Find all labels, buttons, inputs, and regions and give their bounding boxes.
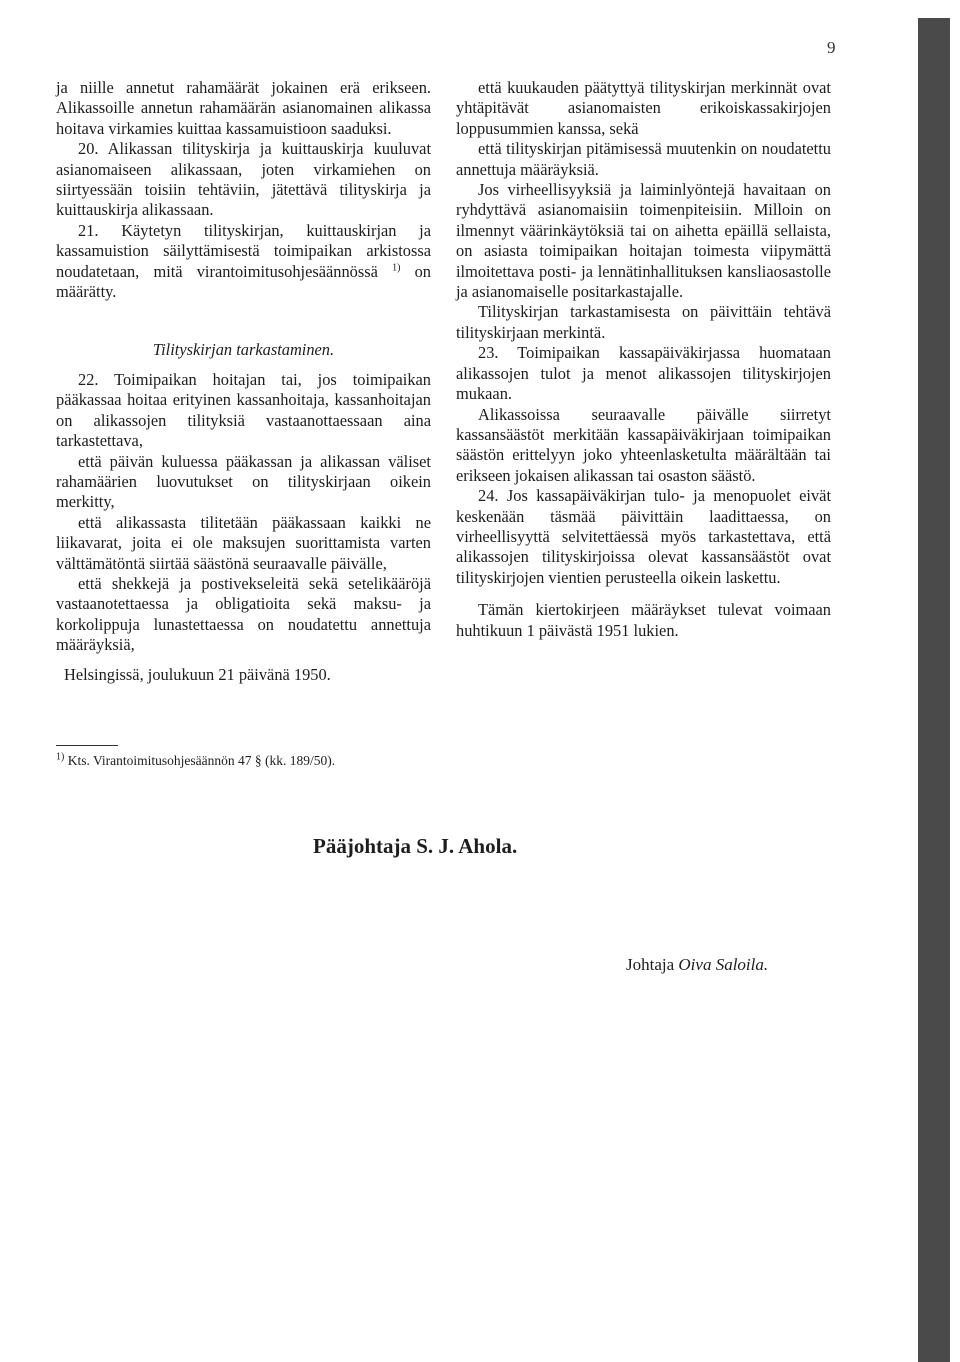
paragraph-22-c: että shekkejä ja postivekseleitä sekä setelikääröjä vastaanotettaessa ja obligatioita sekä maksu- ja korkolippuja lunastettaessa on noudatettu annettuja määräyksiä, xyxy=(56,573,431,655)
signature-name: Oiva Saloila. xyxy=(678,955,769,974)
paragraph-right-1: että kuukauden päätyttyä tilityskirjan merkinnät ovat yhtäpitävät asianomaisten erikoiskassakirjojen loppusummien kanssa, sekä xyxy=(456,78,831,138)
left-column xyxy=(56,78,431,685)
signature-title: Pääjohtaja xyxy=(313,834,411,858)
signature-name: S. J. Ahola. xyxy=(416,834,518,858)
paragraph-21 xyxy=(56,221,431,303)
paragraph-right-5: Alikassoissa seuraavalle päivälle siirretyt kassansäästöt merkitään kassapäiväkirjaan toimipaikan säästön erittelyyn joko yhteenlasketulta määrältään tai erikseen jokaisen alikassan tai osaston säästö. xyxy=(456,404,831,485)
place-and-date: Helsingissä, joulukuun 21 päivänä 1950. xyxy=(64,664,331,684)
paragraph-20: 20. Alikassan tilityskirja ja kuittauskirja kuuluvat asianomaiseen alikassaan, joten virkamiehen on siirtyessään toisiin tehtäviin, jätettävä tilityskirja ja kuittauskirja alikassaan. xyxy=(56,139,431,220)
paragraph-21-text: 21. Käytetyn tilityskirjan, kuittauskirjan ja kassamuistion säilyttämisestä toimipaikan arkistossa noudatetaan, mitä virantoimitusohjesäännössä xyxy=(56,220,431,281)
paragraph-24: 24. Jos kassapäiväkirjan tulo- ja menopuolet eivät keskenään täsmää päivittäin laadittaessa, on virheellisyyttä selvitettäessä myös tarkastettava, että alikassojen tilityskirjoissa olevat kassansäästöt ovat tilityskirjojen vientien perusteella oikein laskettu. xyxy=(456,486,831,587)
paragraph-final: Tämän kiertokirjeen määräykset tulevat voimaan huhtikuun 1 päivästä 1951 lukien. xyxy=(456,600,831,640)
paragraph-right-2: että tilityskirjan pitämisessä muutenkin on noudatettu annettuja määräyksiä. xyxy=(456,139,831,179)
footnote-divider xyxy=(56,745,118,746)
paragraph-intro: ja niille annetut rahamäärät jokainen erä erikseen. Alikassoille annetun rahamäärän asianomainen alikassa hoitava virkamies kuittaa kassamuistioon saaduksi. xyxy=(56,78,431,138)
right-column xyxy=(456,78,831,641)
signature-director xyxy=(626,955,768,975)
footnote-reference: 1) xyxy=(392,262,401,274)
footnote-text: Kts. Virantoimitusohjesäännön 47 § (kk. 189/50). xyxy=(64,753,336,768)
spacer xyxy=(456,588,831,600)
paragraph-22-a: että päivän kuluessa pääkassan ja alikassan väliset rahamäärien luovutukset on tilityskirjaan oikein merkitty, xyxy=(56,451,431,512)
signature-title: Johtaja xyxy=(626,955,675,974)
paragraph-22: 22. Toimipaikan hoitajan tai, jos toimipaikan pääkassaa hoitaa erityinen kassanhoitaja, kassanhoitajan on alikassojen tilityksiä vastaanottaessaan aina tarkastettava, xyxy=(56,369,431,451)
paragraph-23: 23. Toimipaikan kassapäiväkirjassa huomataan alikassojen tulot ja menot alikassojen tilityskirjojen mukaan. xyxy=(456,343,831,404)
page-edge-shadow xyxy=(918,18,950,1362)
paragraph-21-end: on määrätty. xyxy=(56,261,431,302)
footnote xyxy=(56,752,431,770)
signature-director-general xyxy=(313,834,517,859)
section-heading: Tilityskirjan tarkastaminen. xyxy=(152,340,335,360)
paragraph-right-3: Jos virheellisyyksiä ja laiminlyöntejä havaitaan on ryhdyttävä asianomaisiin toimenpiteisiin. Milloin on ilmennyt väärinkäytöksiä tai on aihetta epäillä sellaista, on asiasta toimipaikan hoitajan toimesta viipymättä ilmoitettava posti- ja lennätinhallituksen kansliaosastolle ja asianomaiselle positarkastajalle. xyxy=(456,180,831,302)
footnote-mark: 1) xyxy=(56,751,65,763)
paragraph-right-4: Tilityskirjan tarkastamisesta on päivittäin tehtävä tilityskirjaan merkintä. xyxy=(456,302,831,342)
paragraph-22-b: että alikassasta tilitetään pääkassaan kaikki ne liikavarat, joita ei ole maksujen suorittamista varten välttämätöntä siirtää säästönä seuraavalle päivälle, xyxy=(56,512,431,573)
page-number: 9 xyxy=(827,38,836,57)
